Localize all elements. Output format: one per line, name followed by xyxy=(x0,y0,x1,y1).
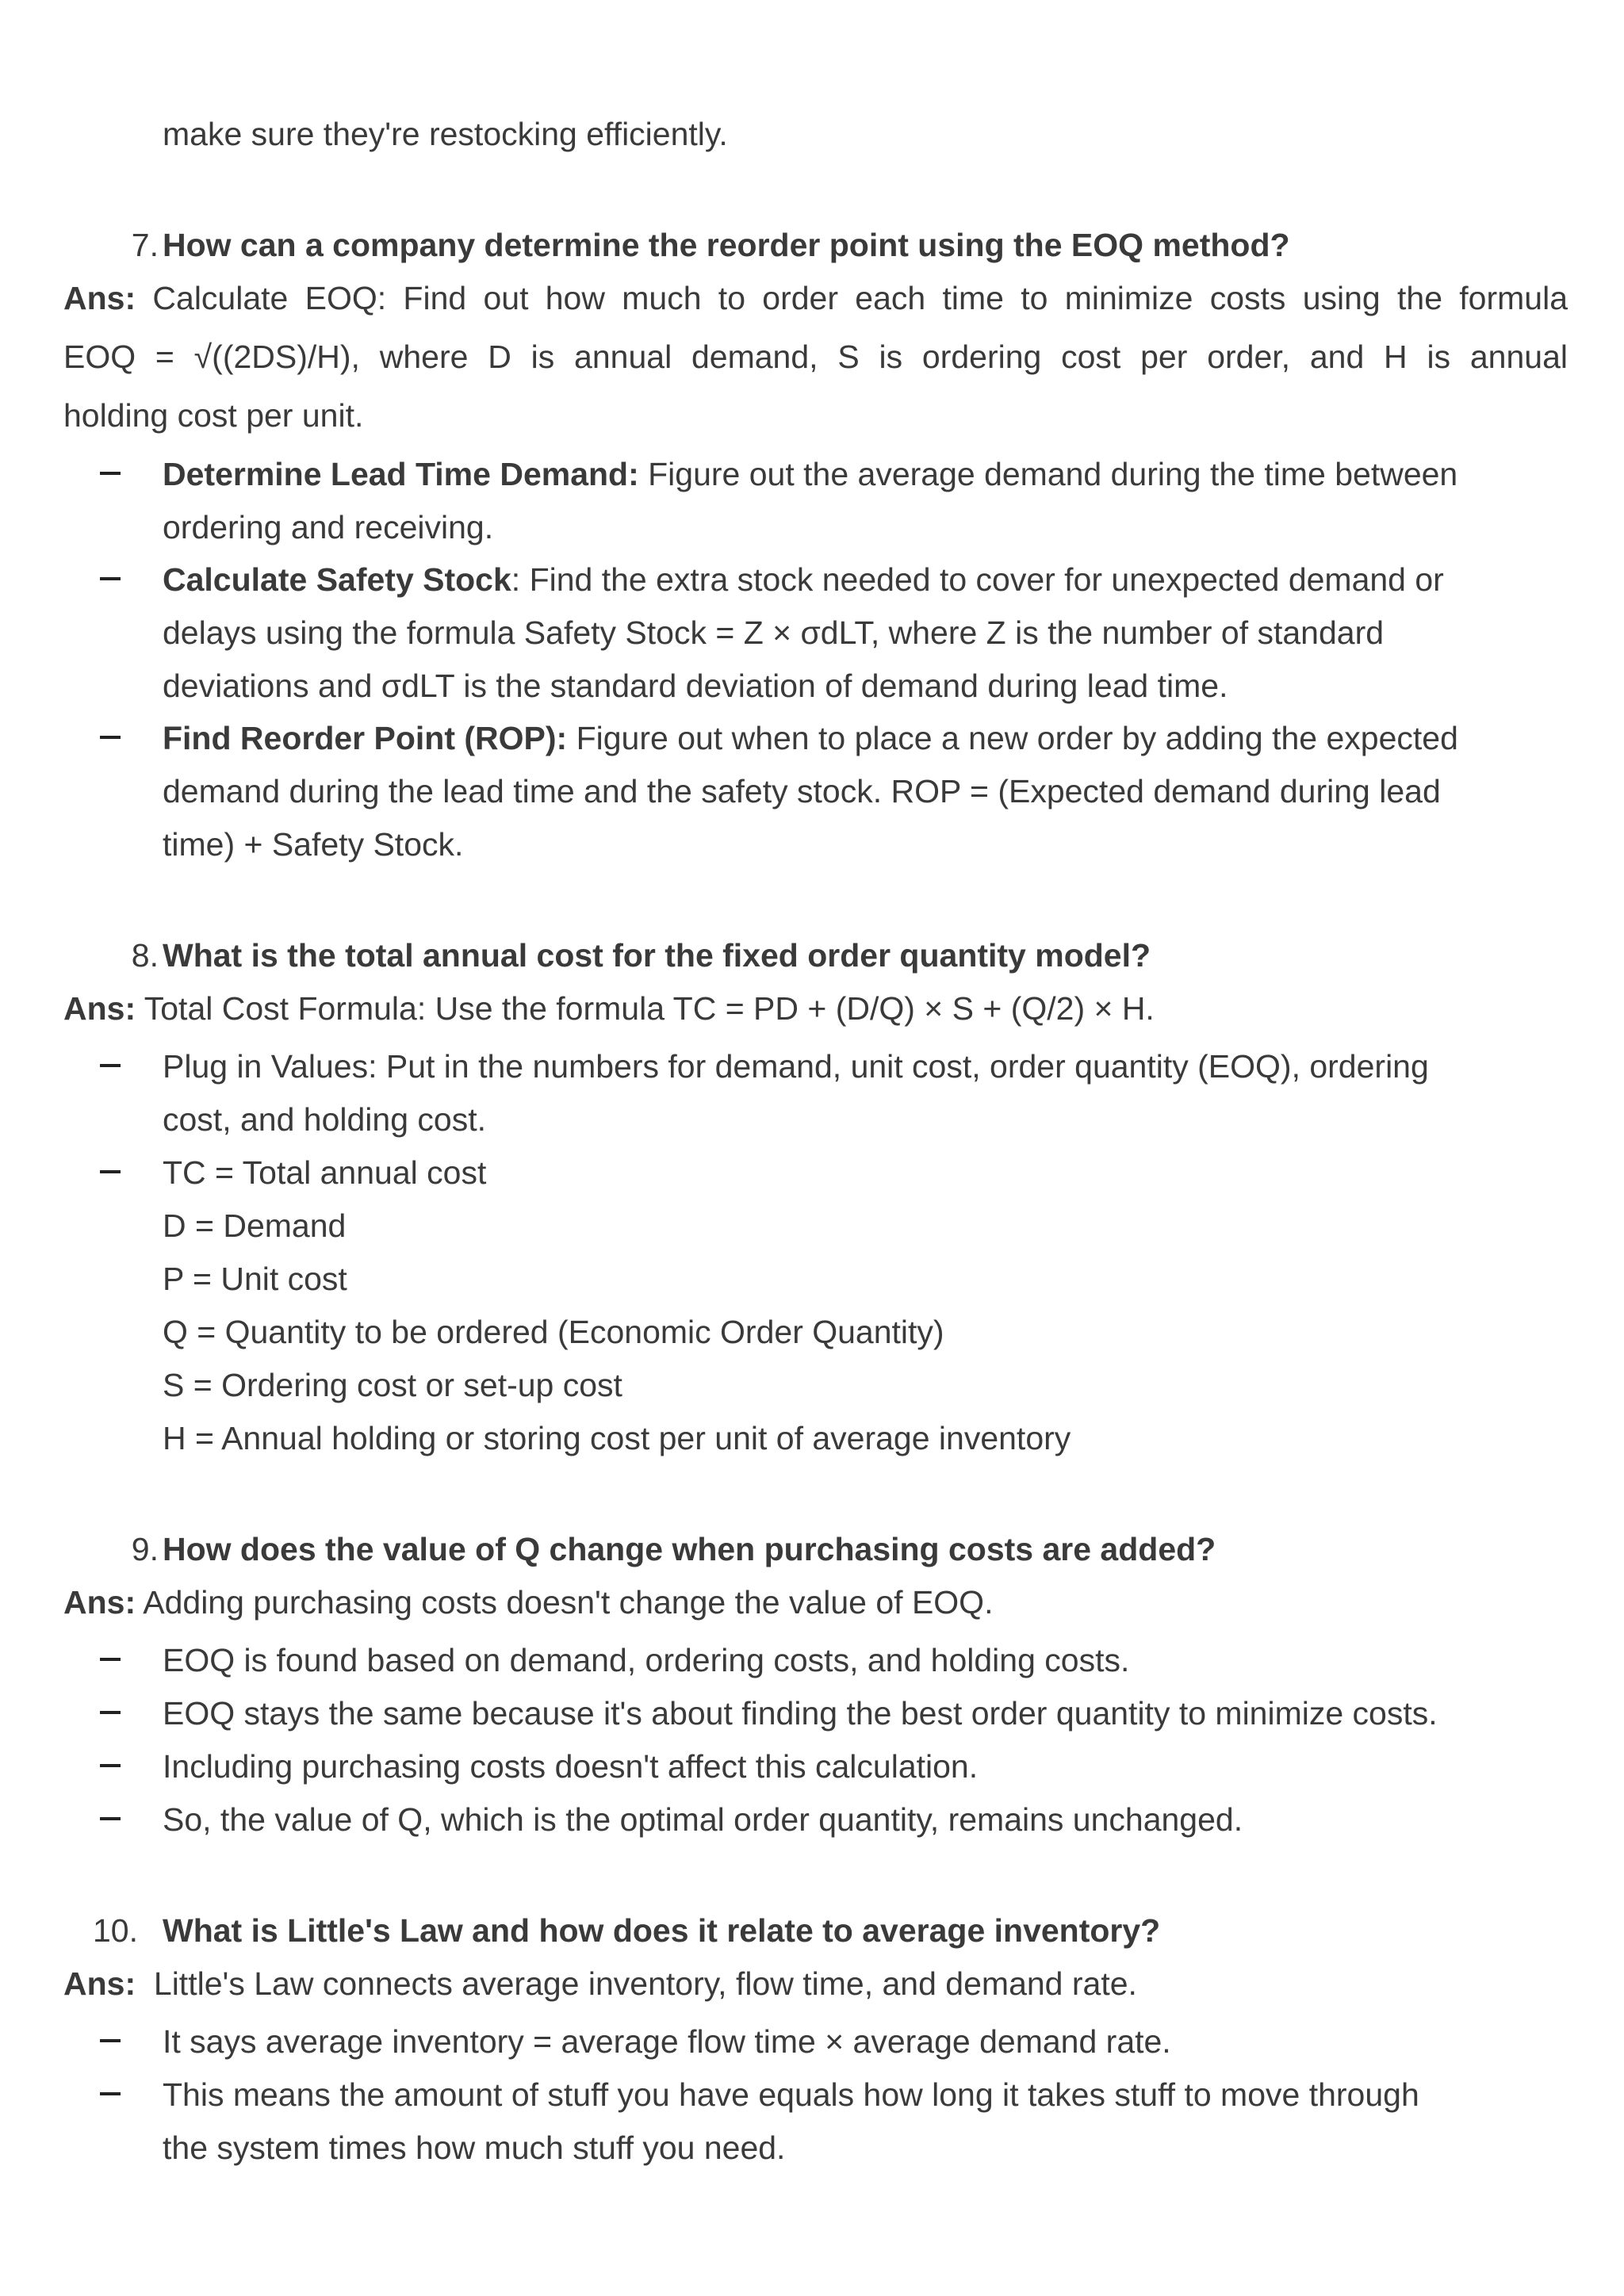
q7-bullet2-line2: delays using the formula Safety Stock = Z × σdLT, where Z is the number of standard xyxy=(163,614,1385,651)
bullet-dash xyxy=(100,472,121,475)
q7-ans-text1: Calculate EOQ: Find out how much to order each time to minimize costs using the formula xyxy=(152,280,1568,316)
q8-definition: P = Unit cost xyxy=(163,1261,347,1297)
intro-continuation: make sure they're restocking efficiently. xyxy=(163,116,728,152)
q9-ans-label: Ans: xyxy=(63,1584,136,1621)
q8-answer xyxy=(63,982,1155,1035)
q9-answer xyxy=(63,1576,993,1628)
q7-bullet3-line2: demand during the lead time and the safety stock. ROP = (Expected demand during lead xyxy=(163,773,1441,809)
q8-definition: H = Annual holding or storing cost per unit of average inventory xyxy=(163,1420,1071,1456)
q9-bullet: Including purchasing costs doesn't affect this calculation. xyxy=(163,1748,979,1785)
q9-question: How does the value of Q change when purchasing costs are added? xyxy=(163,1531,1216,1567)
q8-number: 8. xyxy=(131,937,159,974)
bullet-dash xyxy=(100,1658,121,1661)
q8-definition: Q = Quantity to be ordered (Economic Order Quantity) xyxy=(163,1314,944,1350)
q10-number: 10. xyxy=(93,1912,138,1949)
bullet-dash xyxy=(100,1170,121,1173)
q8-ans-label: Ans: xyxy=(63,990,136,1027)
bullet-dash xyxy=(100,577,121,580)
q7-number: 7. xyxy=(131,227,159,263)
q8-bullet1-line2: cost, and holding cost. xyxy=(163,1101,486,1138)
q9-number: 9. xyxy=(131,1531,159,1567)
q9-bullet: EOQ stays the same because it's about finding the best order quantity to minimize costs. xyxy=(163,1695,1438,1732)
q7-bullet3-line3: time) + Safety Stock. xyxy=(163,826,464,863)
q8-definition: TC = Total annual cost xyxy=(163,1154,487,1191)
q7-bullet1-line1 xyxy=(163,448,1457,500)
q10-ans-label: Ans: xyxy=(63,1965,136,2002)
q7-answer-line2: EOQ = √((2DS)/H), where D is annual demand, S is ordering cost per order, and H is annual xyxy=(63,339,1568,375)
q7-bullet3-line1 xyxy=(163,712,1458,764)
q8-bullet1-line1: Plug in Values: Put in the numbers for demand, unit cost, order quantity (EOQ), ordering xyxy=(163,1048,1429,1085)
q10-bullet1: It says average inventory = average flow time × average demand rate. xyxy=(163,2023,1171,2060)
q9-bullet: So, the value of Q, which is the optimal order quantity, remains unchanged. xyxy=(163,1801,1243,1838)
q7-bullet3-text: Figure out when to place a new order by adding the expected xyxy=(567,720,1458,756)
q7-question: How can a company determine the reorder point using the EOQ method? xyxy=(163,227,1290,263)
q7-answer-line1 xyxy=(63,272,1568,324)
q7-bullet1-line2: ordering and receiving. xyxy=(163,509,494,545)
q10-question: What is Little's Law and how does it relate to average inventory? xyxy=(163,1912,1161,1949)
bullet-dash xyxy=(100,2092,121,2095)
q8-question: What is the total annual cost for the fixed order quantity model? xyxy=(163,937,1151,974)
q9-ans-text: Adding purchasing costs doesn't change the value of EOQ. xyxy=(136,1584,994,1621)
q7-bullet2-title: Calculate Safety Stock xyxy=(163,561,511,598)
q8-definition: S = Ordering cost or set-up cost xyxy=(163,1367,622,1403)
q7-bullet2-line3: deviations and σdLT is the standard deviation of demand during lead time. xyxy=(163,668,1228,704)
bullet-dash xyxy=(100,2039,121,2042)
q7-bullet2-text: : Find the extra stock needed to cover for unexpected demand or xyxy=(511,561,1444,598)
bullet-dash xyxy=(100,1764,121,1767)
q7-bullet3-title: Find Reorder Point (ROP): xyxy=(163,720,568,756)
q7-bullet2-line1 xyxy=(163,553,1444,606)
q10-answer xyxy=(63,1957,1137,2010)
q8-definition: D = Demand xyxy=(163,1207,347,1244)
q7-bullet1-text: Figure out the average demand during the time between xyxy=(638,456,1458,492)
q10-bullet2-line2: the system times how much stuff you need. xyxy=(163,2130,786,2166)
q7-bullet1-title: Determine Lead Time Demand: xyxy=(163,456,639,492)
q7-answer-line3: holding cost per unit. xyxy=(63,397,364,434)
bullet-dash xyxy=(100,1711,121,1714)
bullet-dash xyxy=(100,1064,121,1067)
bullet-dash xyxy=(100,1817,121,1820)
q10-ans-text: Little's Law connects average inventory, flow time, and demand rate. xyxy=(136,1965,1137,2002)
q10-bullet2-line1: This means the amount of stuff you have equals how long it takes stuff to move through xyxy=(163,2076,1419,2113)
q7-ans-label: Ans: xyxy=(63,280,136,316)
q9-bullet: EOQ is found based on demand, ordering costs, and holding costs. xyxy=(163,1642,1130,1678)
bullet-dash xyxy=(100,736,121,739)
q8-ans-text: Total Cost Formula: Use the formula TC = PD + (D/Q) × S + (Q/2) × H. xyxy=(136,990,1155,1027)
